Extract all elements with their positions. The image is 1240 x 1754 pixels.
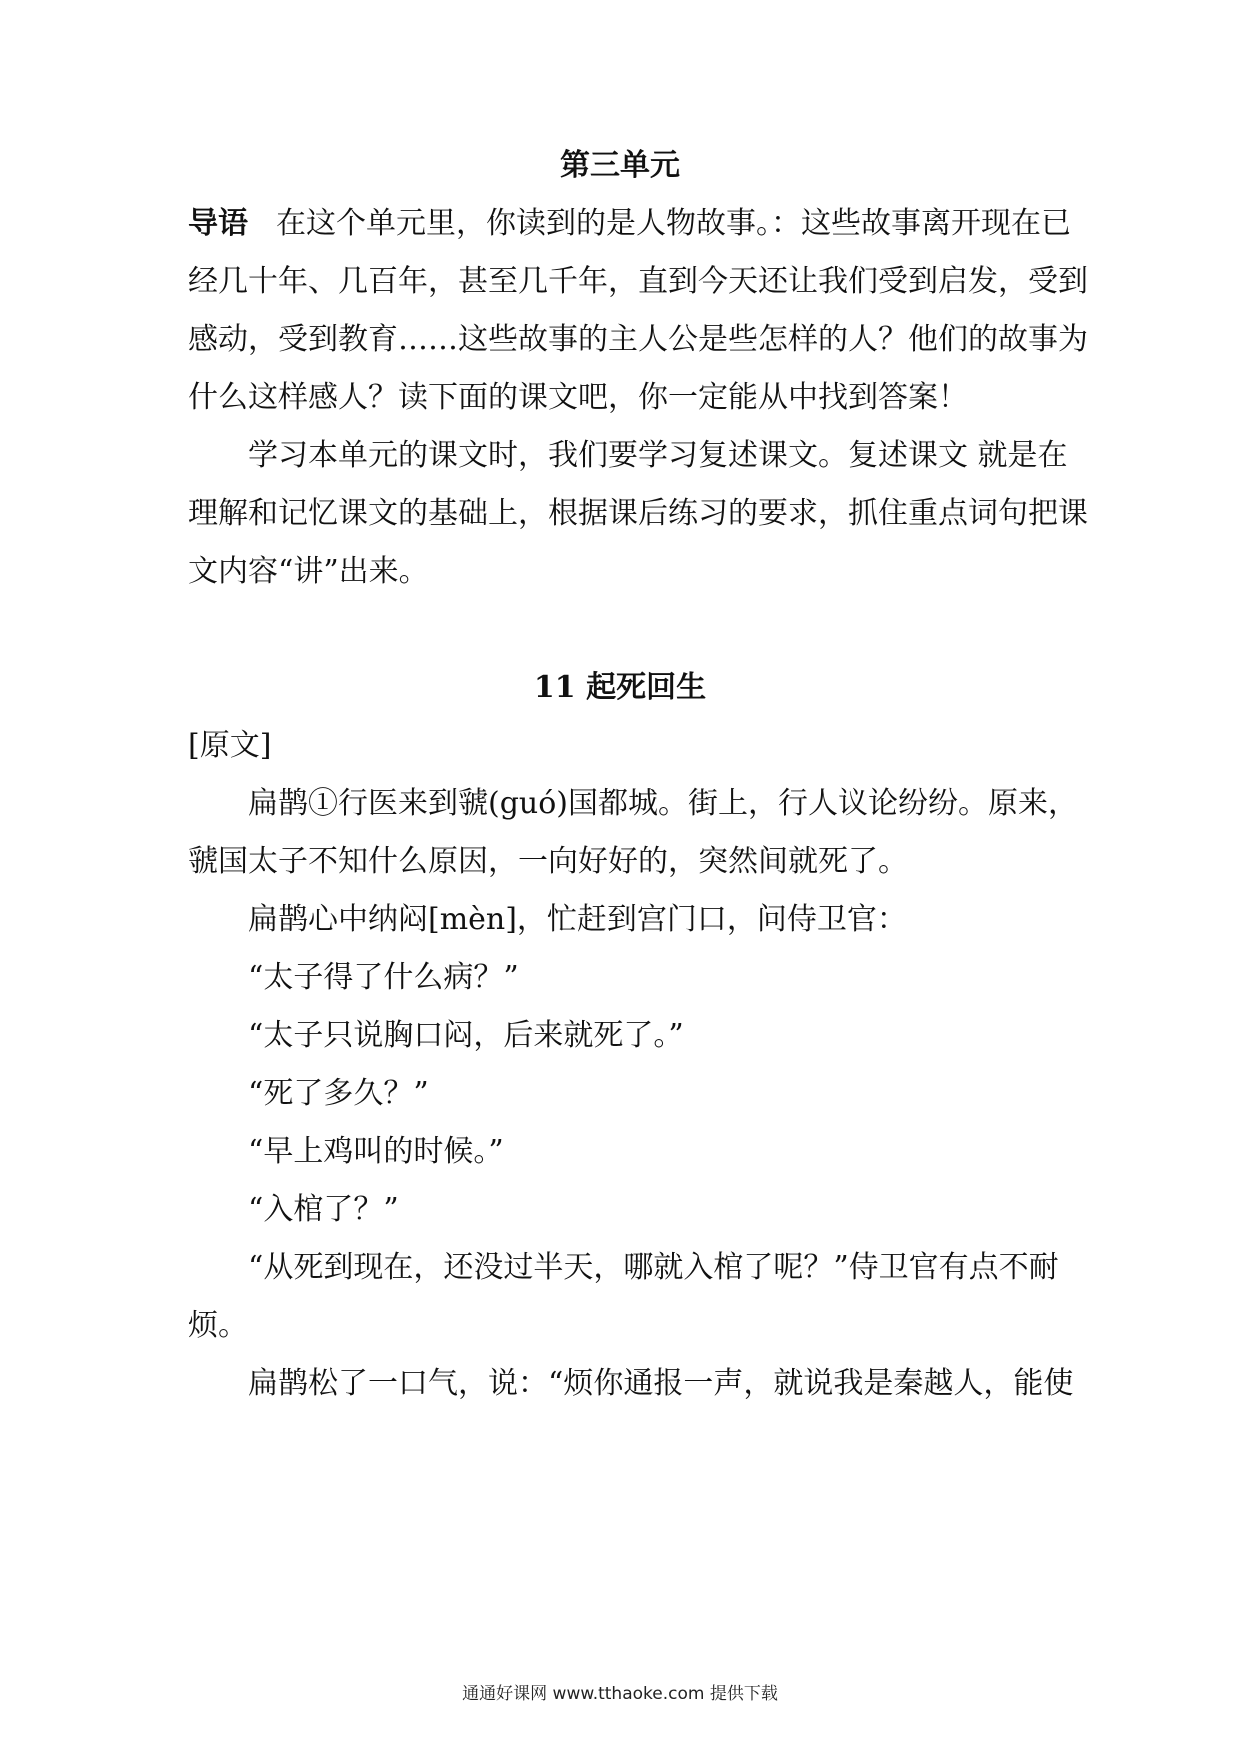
intro-line-2: 经几十年、几百年，甚至几千年，直到今天还让我们受到启发，受到 [188,264,1088,299]
intro-label: 导语 [188,206,248,241]
p4-line: 扁鹊松了一口气，说：“烦你通报一声，就说我是秦越人，能使 [248,1366,1074,1401]
footer-source: 通通好课网 www.tthaoke.com 提供下载 [462,1684,778,1704]
section-label: [原文] [188,728,272,763]
lesson-title: 11 起死回生 [533,670,707,705]
para2-line-3: 文内容“讲”出来。 [188,554,429,589]
intro-text-1: 在这个单元里，你读到的是人物故事。：这些故事离开现在已 [276,206,1071,241]
dialogue-line-4: “早上鸡叫的时候。” [248,1134,504,1169]
p3-line-1: “从死到现在，还没过半天，哪就入棺了呢？”侍卫官有点不耐 [248,1250,1059,1285]
p1-line-1: 扁鹊①行医来到虢(guó)国都城。街上，行人议论纷纷。原来， [248,786,1078,821]
unit-title: 第三单元 [560,148,680,183]
p1-line-2: 虢国太子不知什么原因，一向好好的，突然间就死了。 [188,844,908,879]
p3-line-2: 烦。 [188,1308,248,1343]
intro-line-1 [188,204,1071,244]
dialogue-line-5: “入棺了？” [248,1192,399,1227]
dialogue-line-1: “太子得了什么病？” [248,960,519,995]
dialogue-line-2: “太子只说胸口闷，后来就死了。” [248,1018,684,1053]
dialogue-line-3: “死了多久？” [248,1076,429,1111]
p2-line: 扁鹊心中纳闷[mèn]，忙赶到宫门口，问侍卫官： [248,902,907,937]
intro-line-4: 什么这样感人？读下面的课文吧，你一定能从中找到答案！ [188,380,968,415]
para2-line-2: 理解和记忆课文的基础上，根据课后练习的要求，抓住重点词句把课 [188,496,1088,531]
para2-line-1: 学习本单元的课文时，我们要学习复述课文。复述课文 就是在 [248,438,1068,473]
intro-line-3: 感动，受到教育……这些故事的主人公是些怎样的人？他们的故事为 [188,322,1088,357]
